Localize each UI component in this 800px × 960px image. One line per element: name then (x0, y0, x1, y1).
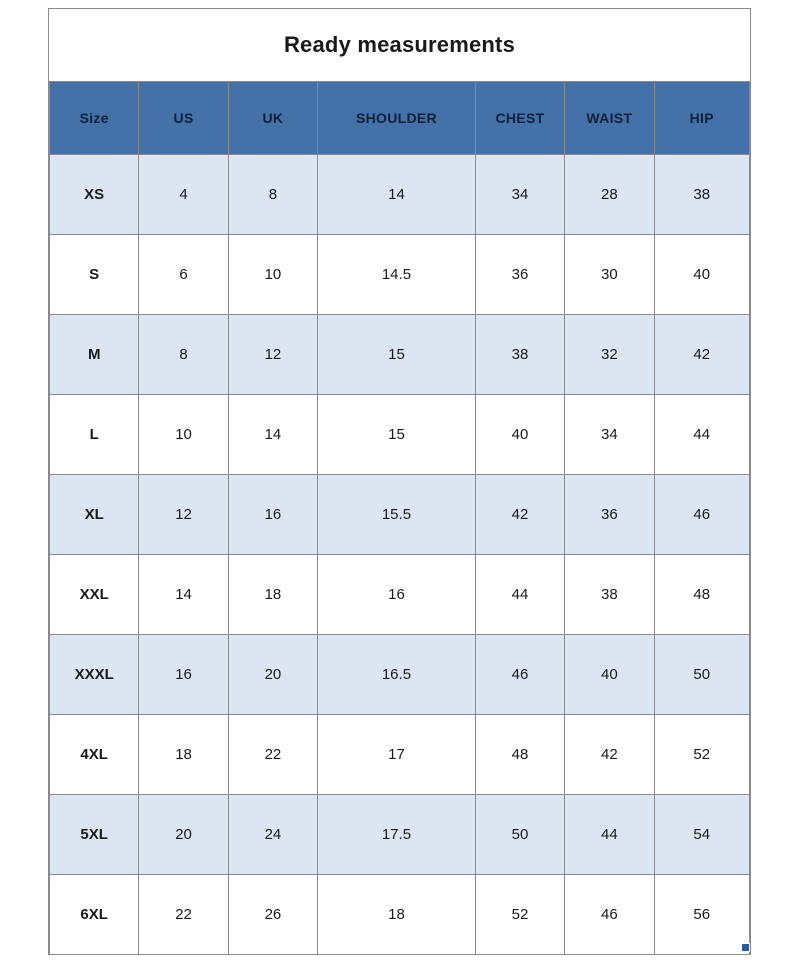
cell-hip: 52 (654, 715, 749, 795)
cell-chest: 46 (475, 635, 564, 715)
table-row (50, 235, 750, 315)
cell-size: XXL (50, 555, 139, 635)
cell-uk: 24 (228, 795, 317, 875)
cell-uk: 8 (228, 155, 317, 235)
cell-us: 6 (139, 235, 228, 315)
cell-chest: 44 (475, 555, 564, 635)
cell-uk: 22 (228, 715, 317, 795)
cell-us: 16 (139, 635, 228, 715)
cell-us: 20 (139, 795, 228, 875)
column-header-shoulder: SHOULDER (318, 82, 476, 155)
cell-size: XL (50, 475, 139, 555)
column-header-uk: UK (228, 82, 317, 155)
column-header-us: US (139, 82, 228, 155)
table-body (50, 155, 750, 955)
cell-uk: 10 (228, 235, 317, 315)
measurement-table-container (48, 8, 751, 955)
cell-us: 10 (139, 395, 228, 475)
cell-size: 6XL (50, 875, 139, 955)
cell-hip: 48 (654, 555, 749, 635)
header-row (50, 82, 750, 155)
column-header-chest: CHEST (475, 82, 564, 155)
cell-uk: 20 (228, 635, 317, 715)
table-head (50, 9, 750, 155)
cell-hip: 44 (654, 395, 749, 475)
cell-waist: 28 (565, 155, 654, 235)
table-row (50, 155, 750, 235)
title-row (50, 9, 750, 82)
cell-waist: 32 (565, 315, 654, 395)
table-row (50, 635, 750, 715)
cell-hip: 50 (654, 635, 749, 715)
cell-shoulder: 16 (318, 555, 476, 635)
cell-hip: 42 (654, 315, 749, 395)
cell-size: M (50, 315, 139, 395)
cell-uk: 12 (228, 315, 317, 395)
selection-handle-icon[interactable] (741, 943, 750, 952)
cell-shoulder: 17.5 (318, 795, 476, 875)
cell-shoulder: 14 (318, 155, 476, 235)
cell-shoulder: 18 (318, 875, 476, 955)
measurement-table (49, 9, 750, 955)
cell-chest: 48 (475, 715, 564, 795)
cell-chest: 34 (475, 155, 564, 235)
page-title: Ready measurements (50, 9, 750, 82)
table-row (50, 475, 750, 555)
cell-size: 4XL (50, 715, 139, 795)
table-row (50, 315, 750, 395)
column-header-size: Size (50, 82, 139, 155)
cell-waist: 30 (565, 235, 654, 315)
cell-size: S (50, 235, 139, 315)
cell-us: 14 (139, 555, 228, 635)
cell-shoulder: 14.5 (318, 235, 476, 315)
cell-shoulder: 15 (318, 395, 476, 475)
table-row (50, 715, 750, 795)
cell-chest: 52 (475, 875, 564, 955)
cell-hip: 38 (654, 155, 749, 235)
cell-waist: 44 (565, 795, 654, 875)
cell-us: 18 (139, 715, 228, 795)
cell-uk: 16 (228, 475, 317, 555)
cell-waist: 42 (565, 715, 654, 795)
cell-shoulder: 15.5 (318, 475, 476, 555)
cell-shoulder: 17 (318, 715, 476, 795)
cell-chest: 42 (475, 475, 564, 555)
cell-waist: 36 (565, 475, 654, 555)
cell-chest: 40 (475, 395, 564, 475)
cell-waist: 38 (565, 555, 654, 635)
cell-waist: 46 (565, 875, 654, 955)
cell-uk: 18 (228, 555, 317, 635)
cell-waist: 40 (565, 635, 654, 715)
table-row (50, 795, 750, 875)
table-row (50, 395, 750, 475)
cell-size: XXXL (50, 635, 139, 715)
cell-hip: 46 (654, 475, 749, 555)
column-header-waist: WAIST (565, 82, 654, 155)
cell-chest: 36 (475, 235, 564, 315)
cell-size: L (50, 395, 139, 475)
cell-shoulder: 16.5 (318, 635, 476, 715)
table-row (50, 555, 750, 635)
cell-us: 4 (139, 155, 228, 235)
cell-us: 22 (139, 875, 228, 955)
cell-chest: 38 (475, 315, 564, 395)
table-row (50, 875, 750, 955)
cell-shoulder: 15 (318, 315, 476, 395)
cell-hip: 56 (654, 875, 749, 955)
cell-size: XS (50, 155, 139, 235)
column-header-hip: HIP (654, 82, 749, 155)
cell-hip: 54 (654, 795, 749, 875)
cell-us: 8 (139, 315, 228, 395)
cell-uk: 14 (228, 395, 317, 475)
cell-size: 5XL (50, 795, 139, 875)
cell-hip: 40 (654, 235, 749, 315)
cell-uk: 26 (228, 875, 317, 955)
cell-waist: 34 (565, 395, 654, 475)
cell-us: 12 (139, 475, 228, 555)
cell-chest: 50 (475, 795, 564, 875)
